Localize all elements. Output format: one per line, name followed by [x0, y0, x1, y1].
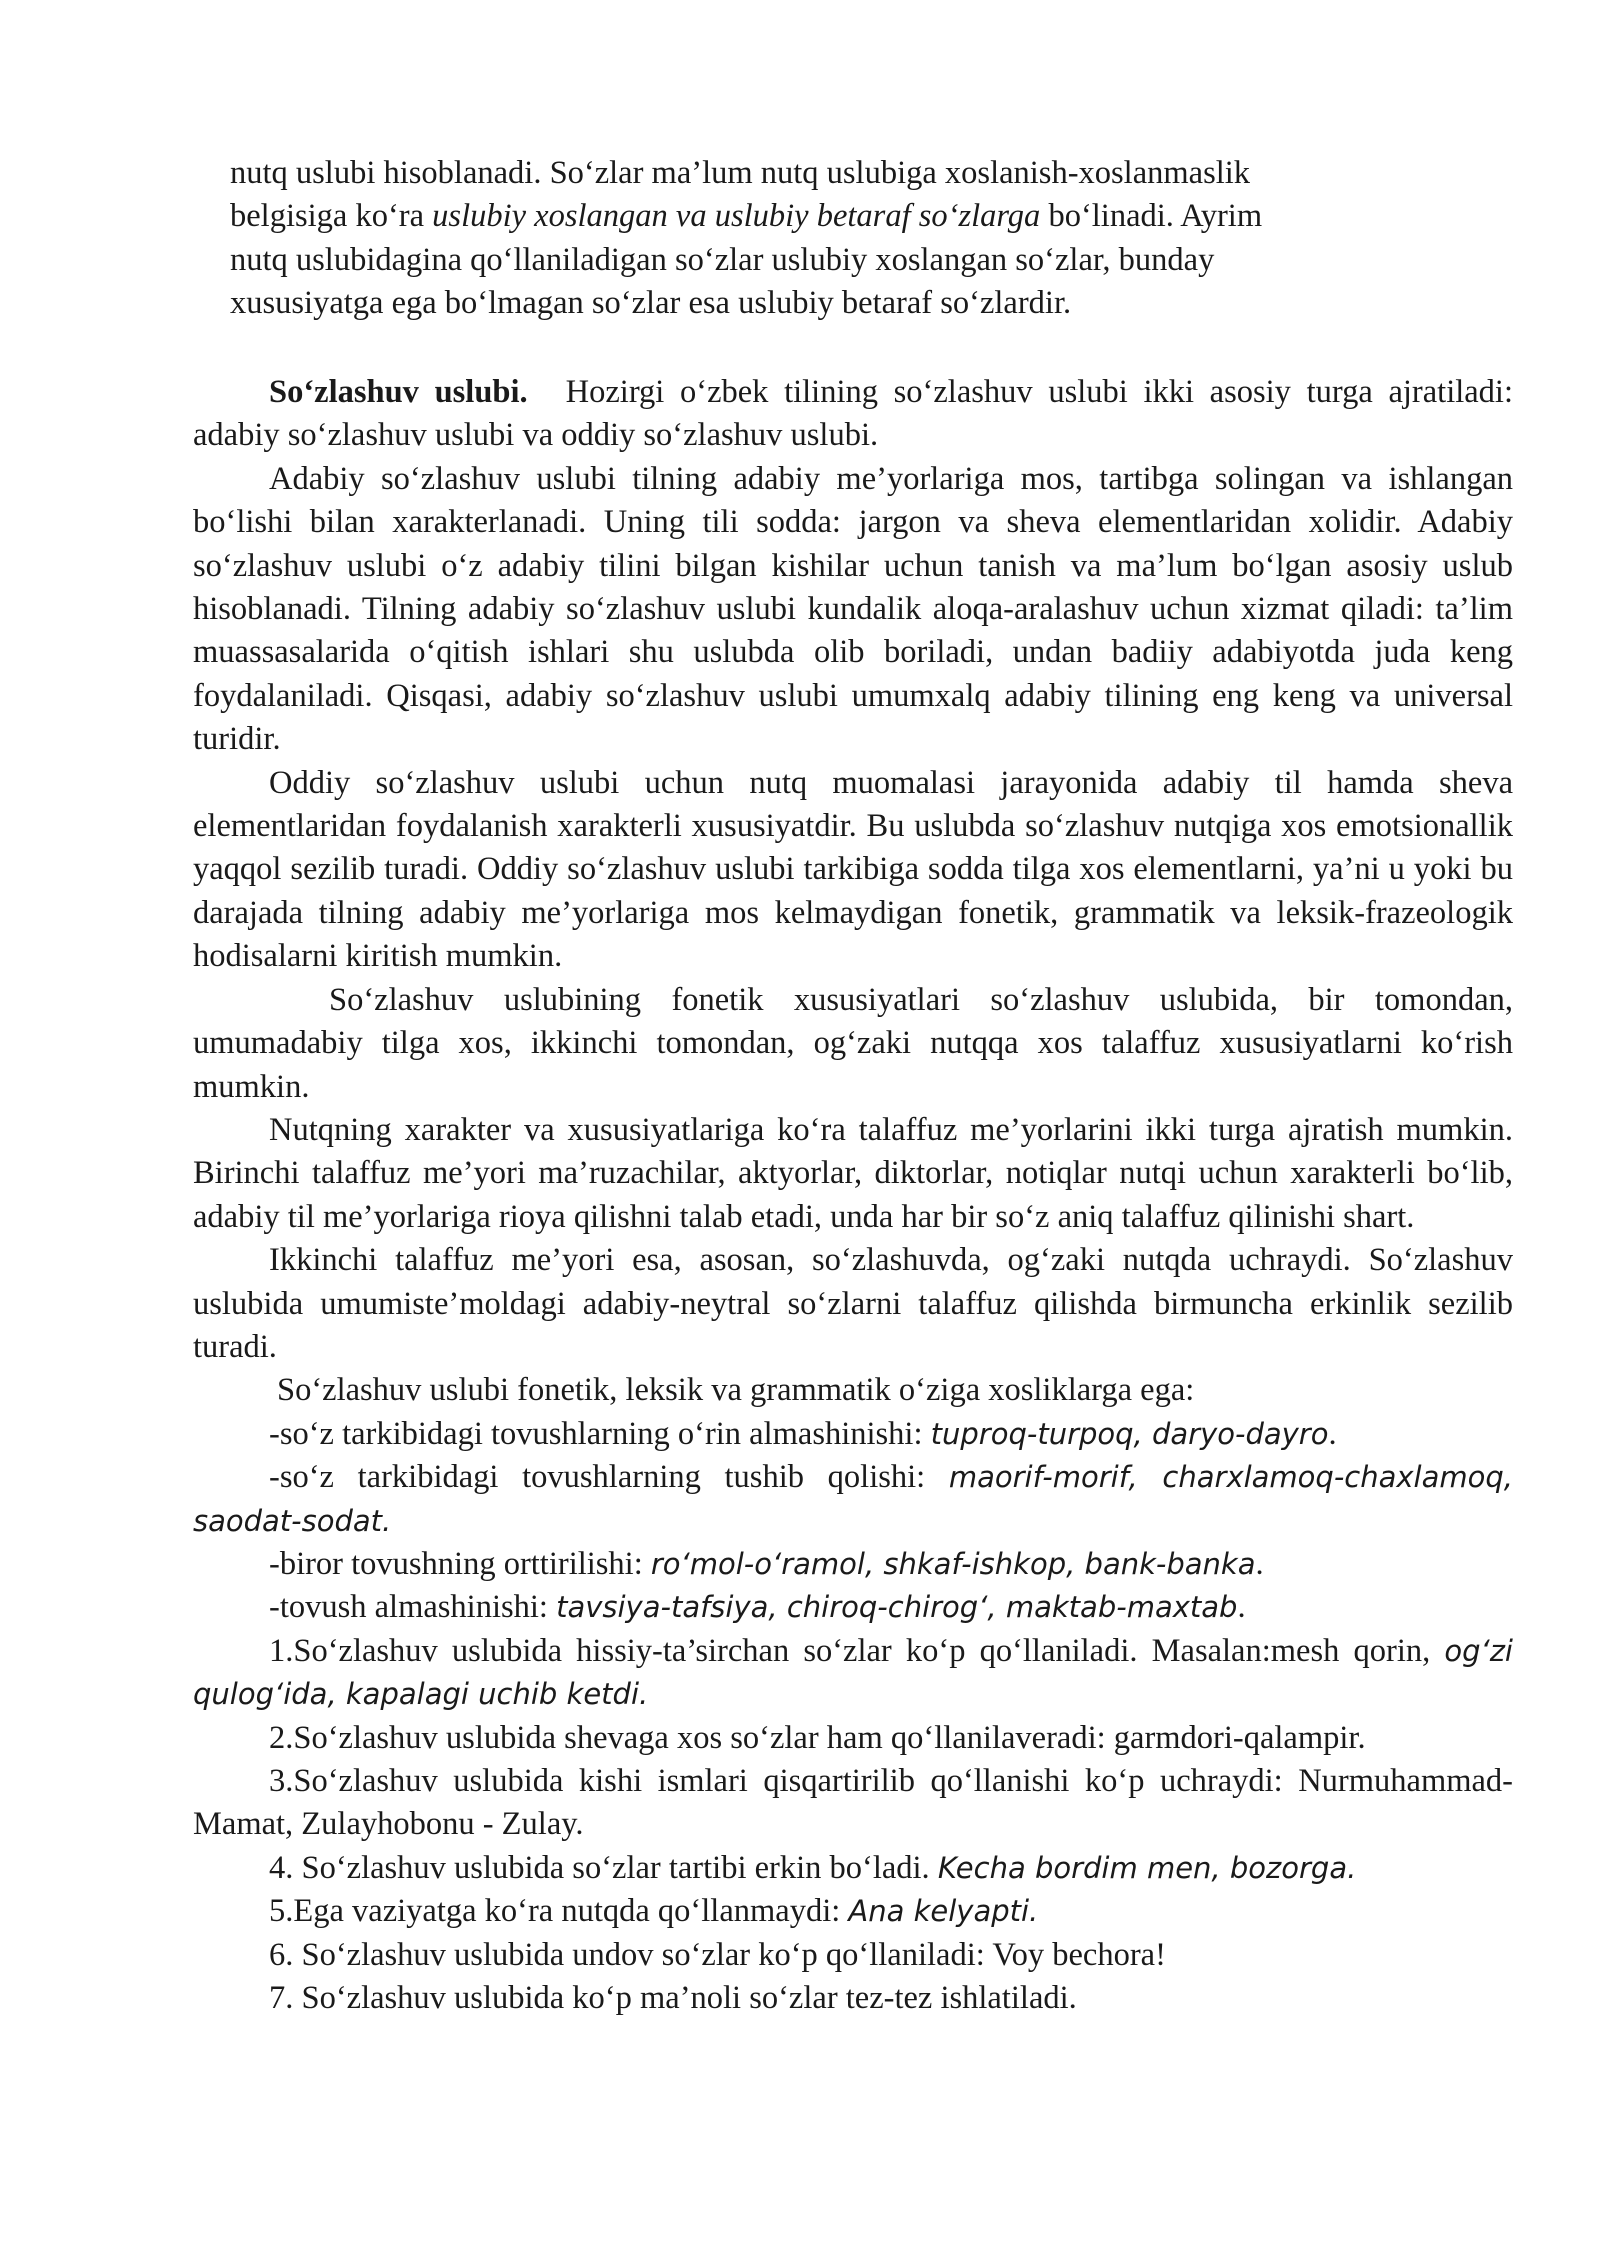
- main-text: [193, 371, 1513, 2020]
- paragraph-ikkinchi: Ikkinchi talaffuz me’yori esa, asosan, so‘zlashuvda, og‘zaki nutqda uchraydi. So‘zlashuv uslubida umumiste’moldagi adabiy-neytral so‘zlarni talaffuz qilishda birmuncha erkinlik sezilib turadi.: [193, 1242, 1513, 1365]
- paragraph-fonetik: So‘zlashuv uslubining fonetik xususiyatlari so‘zlashuv uslubida, bir tomondan, umumadabiy tilga xos, ikkinchi tomondan, og‘zaki nutqqa xos talaffuz xususiyatlarni ko‘rish mumkin.: [193, 981, 1513, 1105]
- list-item-2-example: maorif-morif, charxlamoq-chaxlamoq, saodat-sodat.: [193, 1460, 1514, 1538]
- numbered-item-6: 6. So‘zlashuv uslubida undov so‘zlar ko‘p qo‘llaniladi: Voy bechora!: [269, 1936, 1166, 1973]
- intro-line-2b: bo‘linadi. Ayrim: [1040, 198, 1263, 235]
- numbered-item-5: [193, 1890, 1513, 1933]
- intro-line-1: nutq uslubi hisoblanadi. So‘zlar ma’lum nutq uslubiga xoslanish-xoslanmaslik: [230, 155, 1251, 191]
- numbered-item-1: [193, 1630, 1513, 1717]
- list-item-4-example: tavsiya-tafsiya, chiroq-chirog‘, maktab-maxtab: [556, 1590, 1238, 1625]
- numbered-item-1-text: 1.So‘zlashuv uslubida hissiy-ta’sirchan so‘zlar ko‘p qo‘llaniladi. Masalan:mesh qorin,: [269, 1632, 1445, 1669]
- intro-line-2-italic: uslubiy xoslangan va uslubiy betaraf so‘zlarga: [432, 198, 1041, 235]
- paragraph-oddiy: Oddiy so‘zlashuv uslubi uchun nutq muomalasi jarayonida adabiy til hamda sheva elementlaridan foydalanish xarakterli xususiyatdir. Bu uslubda so‘zlashuv nutqiga xos emotsionallik yaqqol sezilib turadi. Oddiy so‘zlashuv uslubi tarkibiga sodda tilga xos elementlarni, ya’ni u yoki bu darajada tilning adabiy me’yorlariga mos kelmaydigan fonetik, grammatik va leksik-frazeologik hodisalarni kiritish mumkin.: [193, 764, 1513, 975]
- numbered-item-5-example: Ana kelyapti.: [848, 1894, 1039, 1929]
- list-item-3-text: -biror tovushning orttirilishi:: [269, 1545, 651, 1582]
- list-item-3-end: .: [1255, 1545, 1264, 1582]
- numbered-item-1-example: og‘zi qulog‘ida, kapalagi uchib ketdi.: [193, 1633, 1513, 1712]
- list-item-2-text: -so‘z tarkibidagi tovushlarning tushib qolishi:: [269, 1459, 949, 1496]
- numbered-item-3: 3.So‘zlashuv uslubida kishi ismlari qisqartirilib qo‘llanishi ko‘p uchraydi: Nurmuhammad- Mamat, Zulayhobonu - Zulay.: [193, 1763, 1513, 1843]
- intro-line-3: nutq uslubidagina qo‘llaniladigan so‘zlar uslubiy xoslangan so‘zlar, bunday: [230, 241, 1215, 278]
- list-item-1-text: -so‘z tarkibidagi tovushlarning o‘rin almashinishi:: [269, 1415, 931, 1452]
- numbered-item-7: 7. So‘zlashuv uslubida ko‘p ma’noli so‘zlar tez-tez ishlatiladi.: [269, 1980, 1077, 2017]
- intro-line-2a: belgisiga ko‘ra: [230, 198, 433, 235]
- numbered-item-4-text: 4. So‘zlashuv uslubida so‘zlar tartibi erkin bo‘ladi.: [269, 1849, 938, 1886]
- paragraph-adabiy: Adabiy so‘zlashuv uslubi tilning adabiy me’yorlariga mos, tartibga solingan va ishlangan bo‘lishi bilan xarakterlanadi. Uning tili sodda: jargon va sheva elementlaridan xolidir. Adabiy so‘zlashuv uslubi o‘z adabiy tilini bilgan kishilar uchun tanish va ma’lum bo‘lgan asosiy uslub hisoblanadi. Tilning adabiy so‘zlashuv uslubi kundalik aloqa-aralashuv uchun xizmat qiladi: ta’lim muassasalarida o‘qitish ishlari shu uslubda olib boriladi, undan badiiy adabiyotda juda keng foydalaniladi. Qisqasi, adabiy so‘zlashuv uslubi umumxalq adabiy tilining eng keng va universal turidir.: [193, 460, 1513, 758]
- list-item-4: [193, 1586, 1513, 1629]
- paragraph-xoslik: So‘zlashuv uslubi fonetik, leksik va grammatik o‘ziga xosliklarga ega:: [277, 1372, 1195, 1409]
- section-heading-follow: Hozirgi o‘zbek tilining so‘zlashuv uslubi ikki asosiy turga ajratiladi: adabiy so‘zlashuv uslubi va oddiy so‘zlashuv uslubi.: [193, 374, 1513, 454]
- intro-line-4: xususiyatga ega bo‘lmagan so‘zlar esa uslubiy betaraf so‘zlardir.: [230, 285, 1072, 322]
- list-item-2: [193, 1456, 1513, 1543]
- list-item-3: [193, 1543, 1513, 1586]
- list-item-4-end: .: [1237, 1589, 1246, 1626]
- section-heading: So‘zlashuv uslubi.: [269, 374, 528, 410]
- numbered-item-5-text: 5.Ega vaziyatga ko‘ra nutqda qo‘llanmaydi:: [269, 1893, 849, 1930]
- list-item-1-end: .: [1328, 1415, 1337, 1452]
- numbered-item-2: 2.So‘zlashuv uslubida shevaga xos so‘zlar ham qo‘llanilaveradi: garmdori-qalampir.: [269, 1719, 1366, 1756]
- paragraph-nutq: Nutqning xarakter va xususiyatlariga ko‘ra talaffuz me’yorlarini ikki turga ajratish mumkin. Birinchi talaffuz me’yori ma’ruzachilar, aktyorlar, diktorlar, notiqlar nutqi uchun xarakterli bo‘lib, adabiy til me’yorlariga rioya qilishni talab etadi, unda har bir so‘z aniq talaffuz qilinishi shart.: [193, 1111, 1513, 1235]
- list-item-1-example: tuproq-turpoq, daryo-dayro: [930, 1416, 1329, 1451]
- list-item-3-example: ro‘mol-o‘ramol, shkaf-ishkop, bank-banka: [650, 1546, 1256, 1581]
- list-item-4-text: -tovush almashinishi:: [269, 1589, 557, 1626]
- numbered-item-4-example: Kecha bordim men, bozorga.: [937, 1850, 1357, 1885]
- numbered-item-4: [193, 1847, 1513, 1890]
- intro-paragraph: [230, 152, 1488, 326]
- list-item-1: [193, 1413, 1513, 1456]
- section-heading-paragraph: [193, 371, 1513, 458]
